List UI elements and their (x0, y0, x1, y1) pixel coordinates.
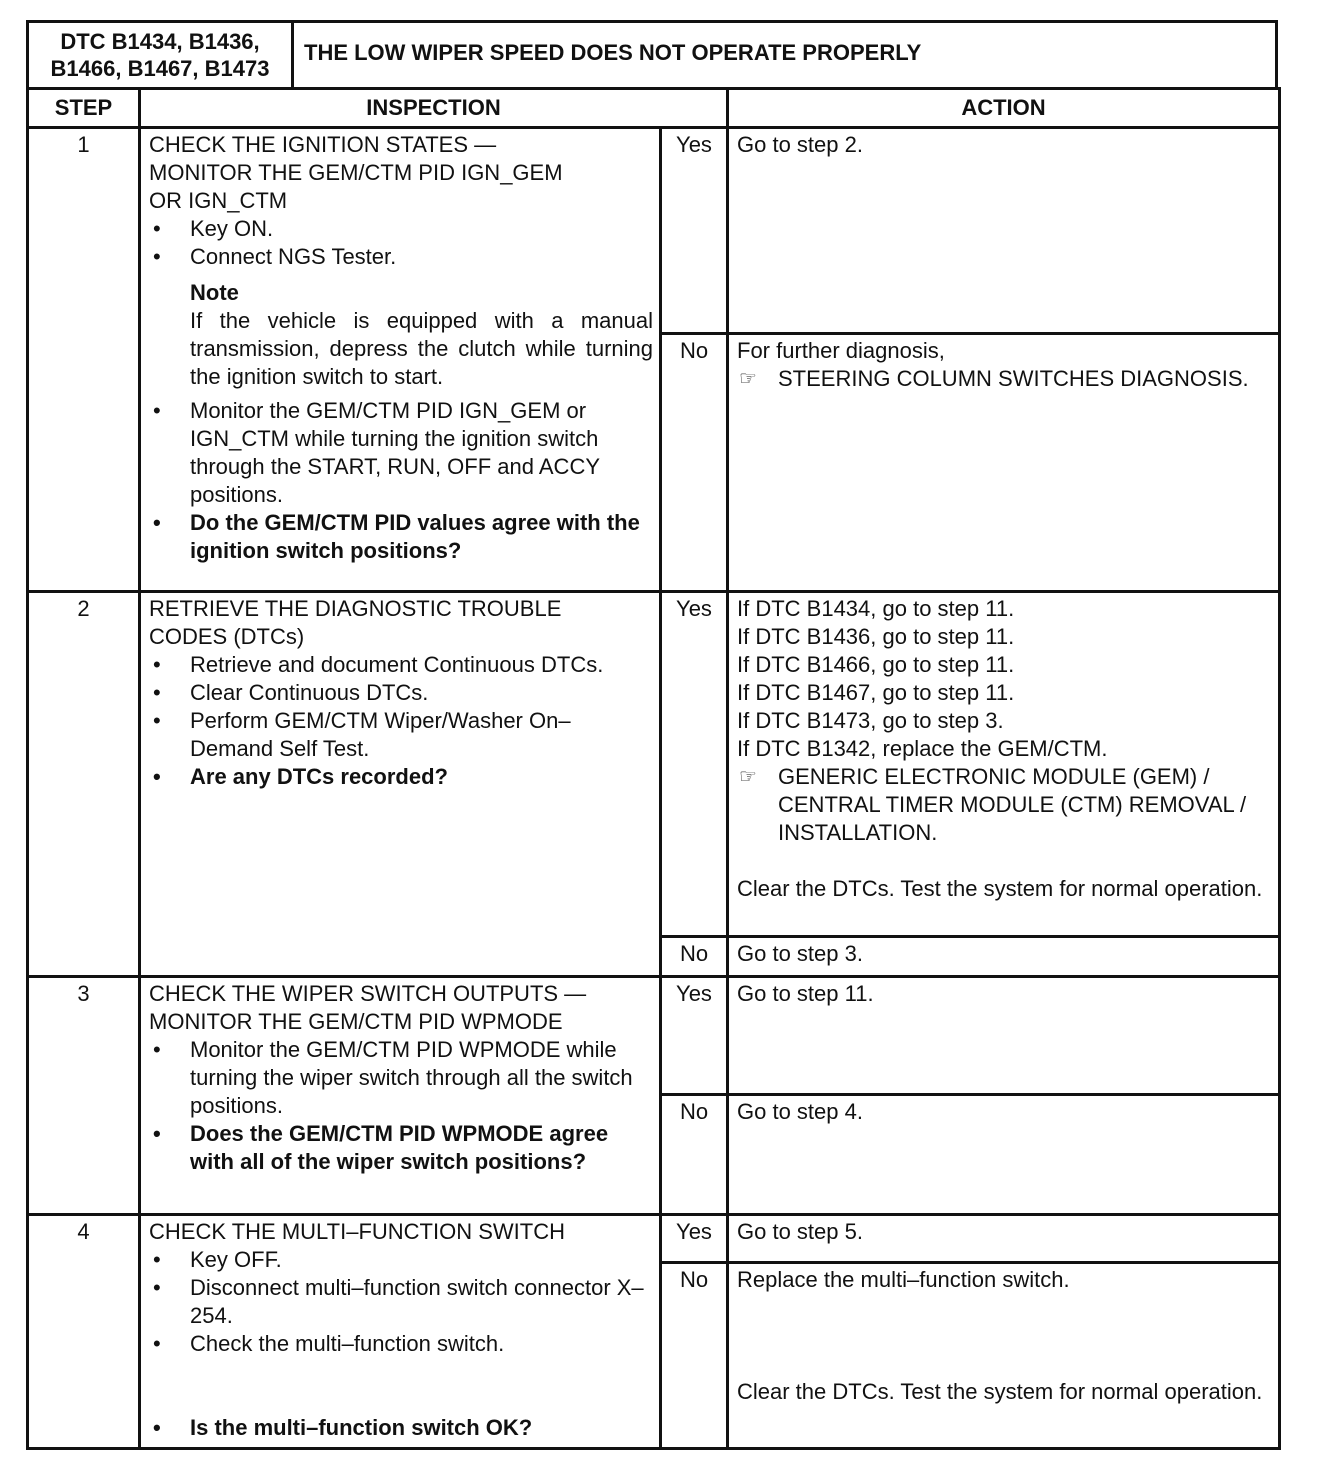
question-item: • Do the GEM/CTM PID values agree with the ignition switch positions? (149, 509, 653, 565)
question-item: • Are any DTCs recorded? (149, 763, 653, 791)
yes-action (728, 1215, 1280, 1263)
list-item: • Key ON. (149, 215, 653, 243)
action-text: For further diagnosis, (737, 338, 945, 363)
note-title: Note (190, 280, 239, 305)
step-heading: OR IGN_CTM (149, 188, 288, 213)
action-text: If DTC B1434, go to step 11. (737, 596, 1015, 621)
yes-action (728, 592, 1280, 937)
list-item: • Key OFF. (149, 1246, 653, 1274)
column-header-row (28, 89, 1280, 128)
yes-label: Yes (661, 128, 728, 334)
question-item: • Is the multi–function switch OK? (149, 1414, 653, 1442)
diagnostic-table (26, 87, 1281, 1450)
yes-label: Yes (661, 592, 728, 937)
no-action (728, 1095, 1280, 1215)
step-number: 2 (28, 592, 140, 977)
action-text: If DTC B1342, replace the GEM/CTM. (737, 736, 1108, 761)
inspection-cell (140, 592, 661, 977)
bullet-list (149, 397, 653, 565)
list-item: • Connect NGS Tester. (149, 243, 653, 271)
list-item: • Disconnect multi–function switch connector X–254. (149, 1274, 653, 1330)
list-item: • Check the multi–function switch. (149, 1330, 653, 1358)
reference-text: STEERING COLUMN SWITCHES DIAGNOSIS. (778, 366, 1249, 391)
reference (737, 365, 1270, 393)
table-row (28, 592, 1280, 937)
yes-label: Yes (661, 1215, 728, 1263)
question-item: • Does the GEM/CTM PID WPMODE agree with all of the wiper switch positions? (149, 1120, 653, 1176)
bullet-list (149, 215, 653, 271)
no-label: No (661, 937, 728, 977)
list-item: • Perform GEM/CTM Wiper/Washer On–Demand Self Test. (149, 707, 653, 763)
reference-text: GENERIC ELECTRONIC MODULE (GEM) / CENTRAL TIMER MODULE (CTM) REMOVAL / INSTALLATION. (778, 764, 1247, 845)
table-row (28, 1215, 1280, 1263)
action-text: If DTC B1466, go to step 11. (737, 652, 1015, 677)
inspection-cell (140, 128, 661, 592)
note-text: If the vehicle is equipped with a manual transmission, depress the clutch while turning the ignition switch to start. (190, 308, 653, 389)
yes-action (728, 128, 1280, 334)
list-item: • Clear Continuous DTCs. (149, 679, 653, 707)
action-text: Go to step 11. (737, 981, 874, 1006)
action-text: Go to step 4. (737, 1099, 863, 1124)
step-heading: MONITOR THE GEM/CTM PID WPMODE (149, 1009, 563, 1034)
dtc-codes-line2: B1466, B1467, B1473 (50, 56, 270, 81)
action-text: Clear the DTCs. Test the system for normal operation. (737, 1379, 1263, 1404)
reference (737, 763, 1270, 847)
pointing-hand-icon: ☞ (739, 368, 757, 390)
no-label: No (661, 1095, 728, 1215)
list-item: • Monitor the GEM/CTM PID IGN_GEM or IGN_CTM while turning the ignition switch through the START, RUN, OFF and ACCY positions. (149, 397, 653, 509)
sheet-title: THE LOW WIPER SPEED DOES NOT OPERATE PROPERLY (304, 40, 922, 65)
dtc-codes (29, 23, 294, 87)
list-item: • Retrieve and document Continuous DTCs. (149, 651, 653, 679)
list-item: • Monitor the GEM/CTM PID WPMODE while turning the wiper switch through all the switch positions. (149, 1036, 653, 1120)
step-number: 1 (28, 128, 140, 592)
column-header-inspection: INSPECTION (140, 89, 728, 128)
action-text: Replace the multi–function switch. (737, 1267, 1070, 1292)
table-row (28, 977, 1280, 1095)
yes-action (728, 977, 1280, 1095)
action-text: If DTC B1467, go to step 11. (737, 680, 1015, 705)
step-heading: CHECK THE MULTI–FUNCTION SWITCH (149, 1219, 565, 1244)
column-header-step: STEP (28, 89, 140, 128)
action-text: Go to step 3. (737, 941, 863, 966)
step-number: 4 (28, 1215, 140, 1449)
no-action (728, 937, 1280, 977)
step-number: 3 (28, 977, 140, 1215)
bullet-list (149, 1414, 653, 1442)
diagnostic-sheet (26, 20, 1278, 1450)
action-text: Clear the DTCs. Test the system for normal operation. (737, 876, 1263, 901)
step-heading: MONITOR THE GEM/CTM PID IGN_GEM (149, 160, 563, 185)
action-text: If DTC B1473, go to step 3. (737, 708, 1004, 733)
sheet-header (26, 20, 1278, 87)
step-heading: RETRIEVE THE DIAGNOSTIC TROUBLE (149, 596, 562, 621)
step-heading: CODES (DTCs) (149, 624, 305, 649)
step-heading: CHECK THE IGNITION STATES — (149, 132, 497, 157)
dtc-codes-line1: DTC B1434, B1436, (60, 29, 260, 54)
bullet-list (149, 1036, 653, 1176)
no-action (728, 1263, 1280, 1449)
note-block (149, 279, 653, 391)
action-text: Go to step 5. (737, 1219, 863, 1244)
yes-label: Yes (661, 977, 728, 1095)
no-label: No (661, 1263, 728, 1449)
action-text: Go to step 2. (737, 132, 863, 157)
step-heading: CHECK THE WIPER SWITCH OUTPUTS — (149, 981, 587, 1006)
pointing-hand-icon: ☞ (739, 766, 757, 788)
inspection-cell (140, 1215, 661, 1449)
table-row (28, 128, 1280, 334)
action-text: If DTC B1436, go to step 11. (737, 624, 1015, 649)
column-header-action: ACTION (728, 89, 1280, 128)
bullet-list (149, 651, 653, 791)
no-label: No (661, 334, 728, 592)
no-action (728, 334, 1280, 592)
bullet-list (149, 1246, 653, 1358)
inspection-cell (140, 977, 661, 1215)
